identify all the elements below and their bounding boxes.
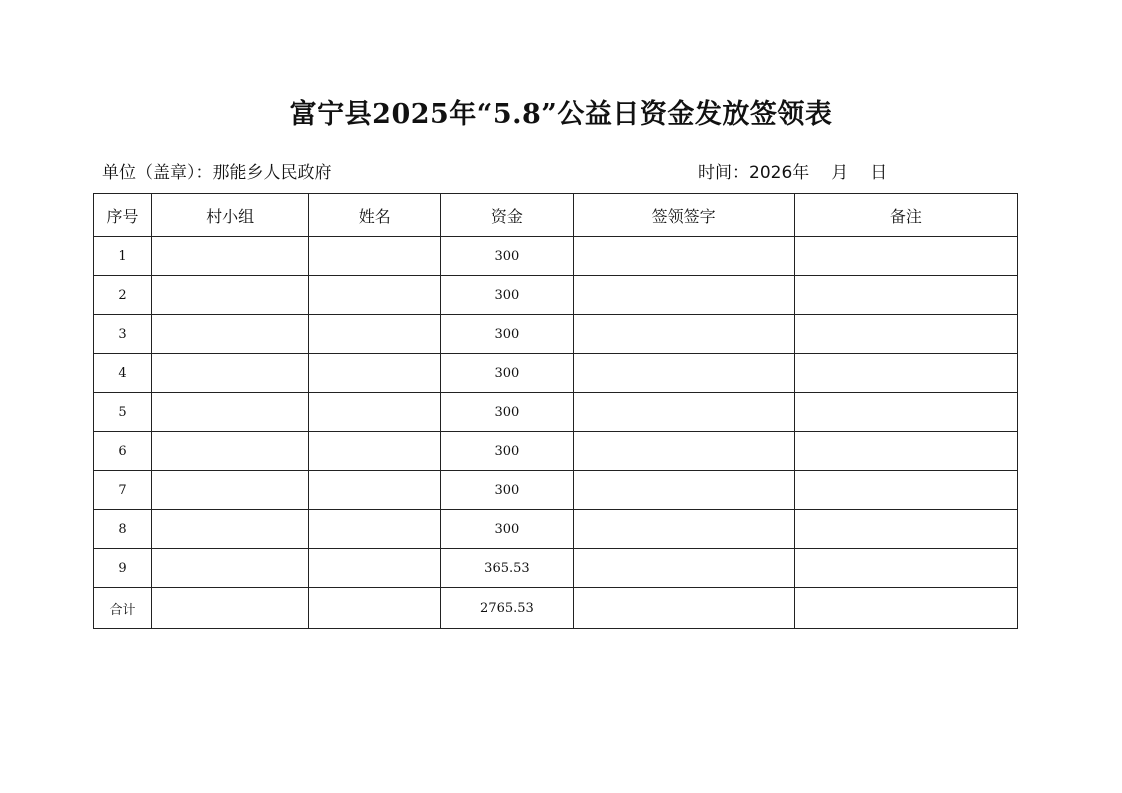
cell-total-fund: 2765.53 (441, 588, 573, 629)
header-signature: 签领签字 (573, 194, 794, 237)
cell-fund: 300 (441, 393, 573, 432)
cell-seq: 7 (94, 471, 152, 510)
time-label: 时间：2026年 (698, 163, 810, 183)
cell-seq: 3 (94, 315, 152, 354)
cell-name (309, 315, 441, 354)
document-title: 富宁县2025年“5.8”公益日资金发放签领表 (289, 99, 833, 130)
cell-village-group (152, 471, 309, 510)
table-row (94, 549, 1018, 588)
cell-seq: 6 (94, 432, 152, 471)
cell-remark (794, 393, 1017, 432)
cell-signature (573, 432, 794, 471)
table-total-row (94, 588, 1018, 629)
cell-fund: 365.53 (441, 549, 573, 588)
cell-fund: 300 (441, 510, 573, 549)
header-remark: 备注 (794, 194, 1017, 237)
cell-seq: 8 (94, 510, 152, 549)
cell-seq: 4 (94, 354, 152, 393)
cell-remark (794, 471, 1017, 510)
table-row (94, 276, 1018, 315)
cell-remark (794, 315, 1017, 354)
unit-label: 单位（盖章）：那能乡人民政府 (102, 163, 332, 183)
cell-village-group (152, 315, 309, 354)
table-header-row (94, 194, 1018, 237)
table-row (94, 432, 1018, 471)
cell-signature (573, 237, 794, 276)
cell-fund: 300 (441, 354, 573, 393)
table-row (94, 237, 1018, 276)
cell-signature (573, 471, 794, 510)
cell-village-group (152, 393, 309, 432)
cell-fund: 300 (441, 471, 573, 510)
cell-village-group (152, 432, 309, 471)
cell-seq: 2 (94, 276, 152, 315)
cell-name (309, 432, 441, 471)
month-label: 月 (831, 163, 849, 183)
cell-signature (573, 393, 794, 432)
header-name: 姓名 (309, 194, 441, 237)
cell-name (309, 393, 441, 432)
header-seq: 序号 (94, 194, 152, 237)
header-village-group: 村小组 (152, 194, 309, 237)
cell-village-group (152, 276, 309, 315)
cell-total-label: 合计 (94, 588, 152, 629)
cell-name (309, 354, 441, 393)
cell-remark (794, 276, 1017, 315)
cell-village-group (152, 588, 309, 629)
cell-name (309, 549, 441, 588)
table-row (94, 471, 1018, 510)
table-row (94, 393, 1018, 432)
cell-seq: 9 (94, 549, 152, 588)
cell-signature (573, 510, 794, 549)
cell-signature (573, 588, 794, 629)
cell-name (309, 276, 441, 315)
cell-village-group (152, 354, 309, 393)
day-label: 日 (870, 163, 888, 183)
date-line (698, 158, 887, 183)
cell-fund: 300 (441, 315, 573, 354)
cell-village-group (152, 549, 309, 588)
cell-signature (573, 276, 794, 315)
cell-seq: 5 (94, 393, 152, 432)
cell-remark (794, 432, 1017, 471)
cell-name (309, 237, 441, 276)
cell-remark (794, 588, 1017, 629)
cell-name (309, 588, 441, 629)
cell-remark (794, 549, 1017, 588)
disbursement-table (93, 193, 1018, 629)
cell-name (309, 471, 441, 510)
cell-fund: 300 (441, 432, 573, 471)
cell-fund: 300 (441, 237, 573, 276)
cell-village-group (152, 237, 309, 276)
cell-remark (794, 354, 1017, 393)
cell-signature (573, 549, 794, 588)
cell-name (309, 510, 441, 549)
cell-village-group (152, 510, 309, 549)
table-row (94, 354, 1018, 393)
table-row (94, 315, 1018, 354)
header-fund: 资金 (441, 194, 573, 237)
cell-seq: 1 (94, 237, 152, 276)
cell-remark (794, 510, 1017, 549)
cell-signature (573, 315, 794, 354)
cell-remark (794, 237, 1017, 276)
table-row (94, 510, 1018, 549)
cell-signature (573, 354, 794, 393)
cell-fund: 300 (441, 276, 573, 315)
